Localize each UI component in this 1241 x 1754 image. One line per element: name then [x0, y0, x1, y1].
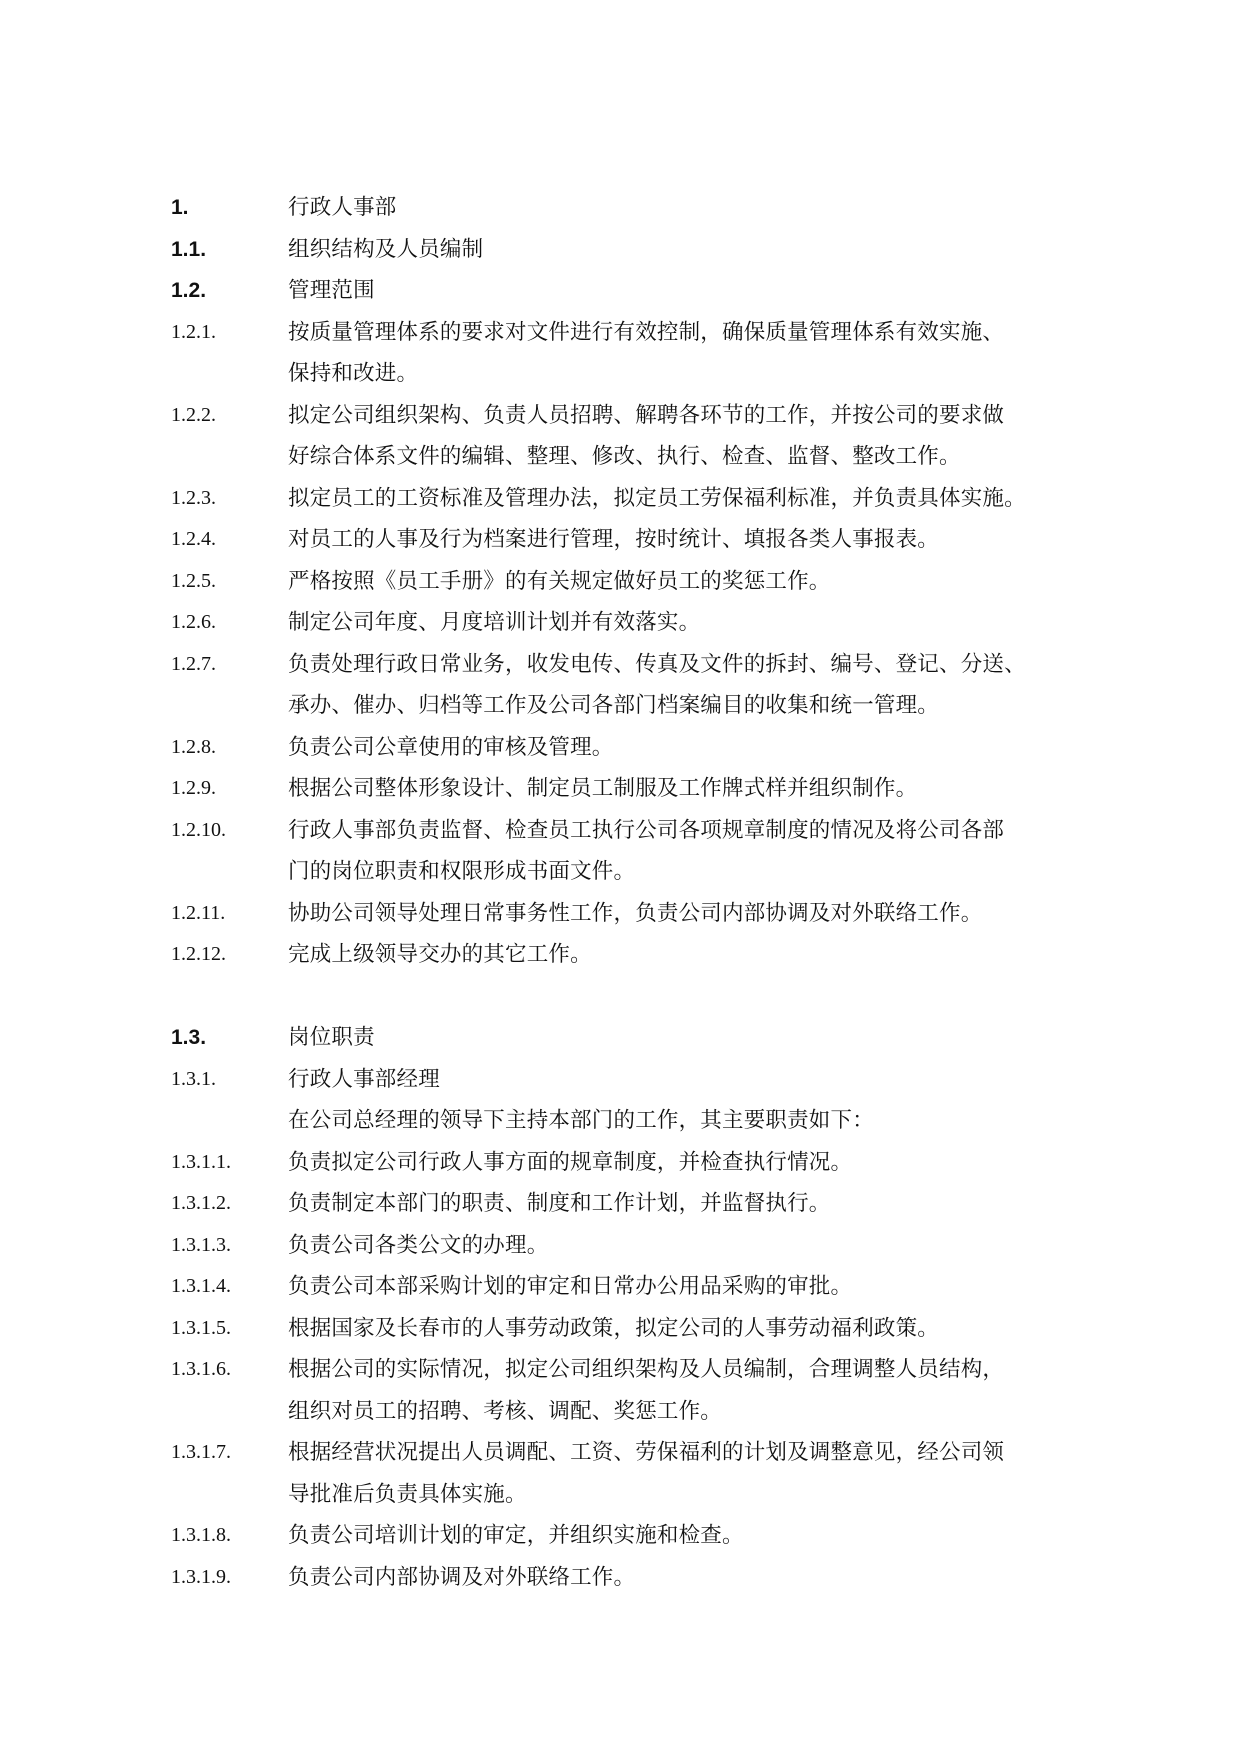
item-number: 1.2.11.	[171, 901, 226, 924]
section-number: 1.3.	[171, 1026, 207, 1049]
list-item	[171, 1059, 1121, 1101]
list-item-continuation	[171, 436, 1121, 478]
section-heading	[171, 229, 1121, 271]
item-number: 1.3.1.7.	[171, 1441, 231, 1463]
list-item-continuation	[171, 1100, 1121, 1142]
item-number: 1.3.1.5.	[171, 1316, 231, 1339]
list-item	[171, 1183, 1121, 1225]
section-heading	[171, 1017, 1121, 1059]
list-item	[171, 395, 1121, 437]
item-text: 根据经营状况提出人员调配、工资、劳保福利的计划及调整意见，经公司领	[288, 1440, 1005, 1465]
list-item	[171, 1432, 1121, 1474]
list-item	[171, 1225, 1121, 1267]
list-item-continuation	[171, 685, 1121, 727]
item-text: 负责公司公章使用的审核及管理。	[288, 734, 614, 760]
item-number: 1.2.9.	[171, 777, 216, 799]
item-text: 在公司总经理的领导下主持本部门的工作，其主要职责如下：	[288, 1108, 874, 1133]
item-text: 负责处理行政日常业务，收发电传、传真及文件的拆封、编号、登记、分送、	[288, 651, 1026, 677]
list-item	[171, 768, 1121, 810]
section-heading	[171, 270, 1121, 312]
item-number: 1.2.7.	[171, 652, 216, 675]
item-number: 1.2.10.	[171, 818, 226, 841]
item-text: 负责公司培训计划的审定，并组织实施和检查。	[288, 1523, 744, 1548]
item-number: 1.2.8.	[171, 735, 216, 758]
item-number: 1.2.6.	[171, 611, 216, 633]
section-number: 1.	[171, 196, 189, 219]
section-title: 岗位职责	[288, 1025, 375, 1050]
item-text: 承办、催办、归档等工作及公司各部门档案编目的收集和统一管理。	[288, 693, 940, 718]
item-text: 好综合体系文件的编辑、整理、修改、执行、检查、监督、整改工作。	[288, 444, 961, 469]
item-text: 按质量管理体系的要求对文件进行有效控制，确保质量管理体系有效实施、	[288, 319, 1005, 345]
item-text: 负责制定本部门的职责、制度和工作计划，并监督执行。	[288, 1191, 831, 1216]
item-number: 1.2.12.	[171, 943, 226, 965]
list-item-continuation	[171, 1391, 1121, 1433]
list-item	[171, 1515, 1121, 1557]
list-item	[171, 893, 1121, 935]
item-text: 根据国家及长春市的人事劳动政策，拟定公司的人事劳动福利政策。	[288, 1315, 940, 1341]
item-text: 严格按照《员工手册》的有关规定做好员工的奖惩工作。	[288, 568, 831, 594]
list-item	[171, 1349, 1121, 1391]
item-text: 拟定公司组织架构、负责人员招聘、解聘各环节的工作，并按公司的要求做	[288, 402, 1005, 428]
item-text: 保持和改进。	[288, 361, 419, 386]
item-text: 根据公司的实际情况，拟定公司组织架构及人员编制，合理调整人员结构，	[288, 1357, 1005, 1382]
list-item-continuation	[171, 353, 1121, 395]
item-number: 1.2.5.	[171, 569, 216, 592]
list-item	[171, 934, 1121, 976]
section-title: 行政人事部	[288, 195, 397, 220]
list-item	[171, 1557, 1121, 1599]
list-item	[171, 478, 1121, 520]
item-text: 负责公司内部协调及对外联络工作。	[288, 1564, 636, 1590]
section-number: 1.2.	[171, 279, 207, 302]
item-text: 负责公司本部采购计划的审定和日常办公用品采购的审批。	[288, 1274, 853, 1299]
item-number: 1.2.1.	[171, 320, 216, 343]
item-number: 1.2.4.	[171, 528, 216, 550]
document-body	[171, 187, 1121, 1598]
section-title: 组织结构及人员编制	[288, 236, 484, 262]
item-number: 1.2.3.	[171, 486, 216, 509]
item-text: 行政人事部负责监督、检查员工执行公司各项规章制度的情况及将公司各部	[288, 817, 1005, 843]
list-item	[171, 312, 1121, 354]
item-number: 1.3.1.2.	[171, 1192, 231, 1214]
item-number: 1.3.1.6.	[171, 1358, 231, 1380]
blank-line	[171, 976, 1121, 1018]
item-number: 1.3.1.8.	[171, 1524, 231, 1546]
item-text: 门的岗位职责和权限形成书面文件。	[288, 859, 636, 884]
list-item	[171, 602, 1121, 644]
item-text: 导批准后负责具体实施。	[288, 1481, 527, 1507]
list-item	[171, 1142, 1121, 1184]
item-text: 组织对员工的招聘、考核、调配、奖惩工作。	[288, 1398, 723, 1424]
item-text: 拟定员工的工资标准及管理办法，拟定员工劳保福利标准，并负责具体实施。	[288, 485, 1026, 511]
list-item-continuation	[171, 1474, 1121, 1516]
item-number: 1.3.1.3.	[171, 1233, 231, 1256]
section-number: 1.1.	[171, 237, 207, 261]
list-item	[171, 561, 1121, 603]
list-item	[171, 644, 1121, 686]
item-number: 1.2.2.	[171, 403, 216, 426]
list-item	[171, 727, 1121, 769]
item-text: 完成上级领导交办的其它工作。	[288, 942, 592, 967]
item-text: 负责公司各类公文的办理。	[288, 1232, 549, 1258]
item-number: 1.3.1.	[171, 1067, 216, 1090]
item-text: 负责拟定公司行政人事方面的规章制度，并检查执行情况。	[288, 1149, 853, 1175]
list-item	[171, 1266, 1121, 1308]
item-text: 对员工的人事及行为档案进行管理，按时统计、填报各类人事报表。	[288, 527, 940, 552]
item-text: 根据公司整体形象设计、制定员工制服及工作牌式样并组织制作。	[288, 776, 918, 801]
section-heading	[171, 187, 1121, 229]
list-item	[171, 519, 1121, 561]
item-number: 1.3.1.9.	[171, 1565, 231, 1588]
item-number: 1.3.1.1.	[171, 1150, 231, 1173]
item-number: 1.3.1.4.	[171, 1275, 231, 1297]
section-title: 管理范围	[288, 278, 375, 303]
list-item	[171, 810, 1121, 852]
list-item	[171, 1308, 1121, 1350]
item-text: 制定公司年度、月度培训计划并有效落实。	[288, 610, 701, 635]
item-text: 协助公司领导处理日常事务性工作，负责公司内部协调及对外联络工作。	[288, 900, 983, 926]
list-item-continuation	[171, 851, 1121, 893]
item-text: 行政人事部经理	[288, 1066, 440, 1092]
